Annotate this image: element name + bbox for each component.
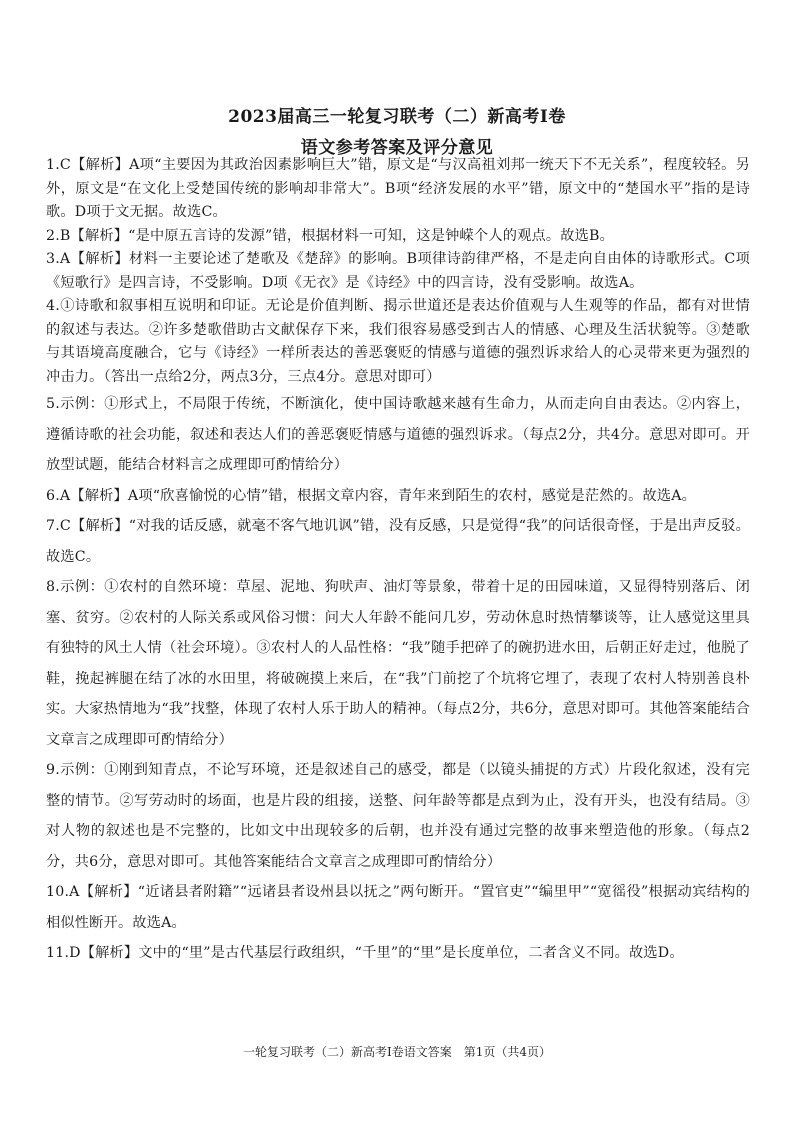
- answer-item-2: 2.B【解析】“是中原五言诗的发源”错，根据材料一可知，这是钟嵘个人的观点。故选B。: [46, 227, 615, 244]
- answer-item-1: 1.C【解析】A项“主要因为其政治因素影响巨大”错，原文是“与汉高祖刘邦一统天下不无关系”，程度较轻。另外，原文是“在文化上受楚国传统的影响却非常大”。B项“经济发展的水平”错，原文中的“楚国水平”指的是诗歌。D项于文无据。故选C。: [46, 157, 750, 220]
- page-subtitle: 语文参考答案及评分意见: [300, 138, 494, 158]
- answer-item-3: 3.A【解析】材料一主要论述了楚歌及《楚辞》的影响。B项律诗韵律严格，不是走向自由体的诗歌形式。C项《短歌行》是四言诗，不受影响。D项《无衣》是《诗经》中的四言诗，没有受影响。故选A。: [46, 251, 750, 291]
- page-footer: 一轮复习联考（二）新高考Ⅰ卷语文答案 第1页（共4页）: [242, 1045, 551, 1059]
- answer-item-10: 10.A【解析】“近诸县者附籍”“远诸县者设州县以抚之”两句断开。“置官吏”“编里甲”“宽徭役”根据动宾结构的相似性断开。故选A。: [46, 884, 750, 931]
- answer-item-9: 9.示例：①刚到知青点，不论写环境，还是叙述自己的感受，都是（以镜头捕捉的方式）片段化叙述，没有完整的情节。②写劳动时的场面，也是片段的组接，送整、问年龄等都是点到为止，没有开头，也没有结局。③对人物的叙述也是不完整的，比如文中出现较多的后朝，也并没有通过完整的故事来塑造他的形象。（每点2分，共6分，意思对即可。其他答案能结合文章言之成理即可酌情给分）: [46, 762, 750, 870]
- answer-item-6: 6.A【解析】A项“欣喜愉悦的心情”错，根据文章内容，青年来到陌生的农村，感觉是茫然的。故选A。: [46, 487, 697, 504]
- page-title: 2023届高三一轮复习联考（二）新高考Ⅰ卷: [228, 107, 566, 127]
- answer-item-7: 7.C【解析】“对我的话反感，就毫不客气地讥讽”错，没有反感，只是觉得“我”的问话很奇怪，于是出声反驳。故选C。: [46, 518, 750, 565]
- answer-item-8: 8.示例：①农村的自然环境：草屋、泥地、狗吠声、油灯等景象，带着十足的田园味道，又显得特别落后、闭塞、贫穷。②农村的人际关系或风俗习惯：问大人年龄不能问几岁，劳动休息时热情攀谈等，让人感觉这里具有独特的风土人情（社会环境）。③农村人的人品性格：“我”随手把碎了的碗扔进水田，后朝正好走过，他脱了鞋，挽起裤腿在结了冰的水田里，将破碗摸上来后，在“我”门前挖了个坑将它埋了，表现了农村人特别善良朴实。大家热情地为“我”找整，体现了农村人乐于助人的精神。（每点2分，共6分，意思对即可。其他答案能结合文章言之成理即可酌情给分）: [46, 579, 750, 748]
- answer-item-11: 11.D【解析】文中的“里”是古代基层行政组织，“千里”的“里”是长度单位，二者含义不同。故选D。: [46, 945, 684, 961]
- answer-list: [46, 154, 750, 969]
- answer-item-4: 4.①诗歌和叙事相互说明和印证。无论是价值判断、揭示世道还是表达价值观与人生观等的作品，都有对世情的叙述与表达。②许多楚歌借助古文献保存下来，我们很容易感受到古人的情感、心理及生活状貌等。③楚歌与其语境高度融合，它与《诗经》一样所表达的善恶褒贬的情感与道德的强烈诉求给人的心灵带来更为强烈的冲击力。（答出一点给2分，两点3分，三点4分。意思对即可）: [46, 298, 750, 385]
- answer-item-5: 5.示例：①形式上，不局限于传统，不断演化，使中国诗歌越来越有生命力，从而走向自由表达。②内容上，遵循诗歌的社会功能，叙述和表达人们的善恶褒贬情感与道德的强烈诉求。（每点2分，共4分。意思对即可。开放型试题，能结合材料言之成理即可酌情给分）: [46, 396, 750, 473]
